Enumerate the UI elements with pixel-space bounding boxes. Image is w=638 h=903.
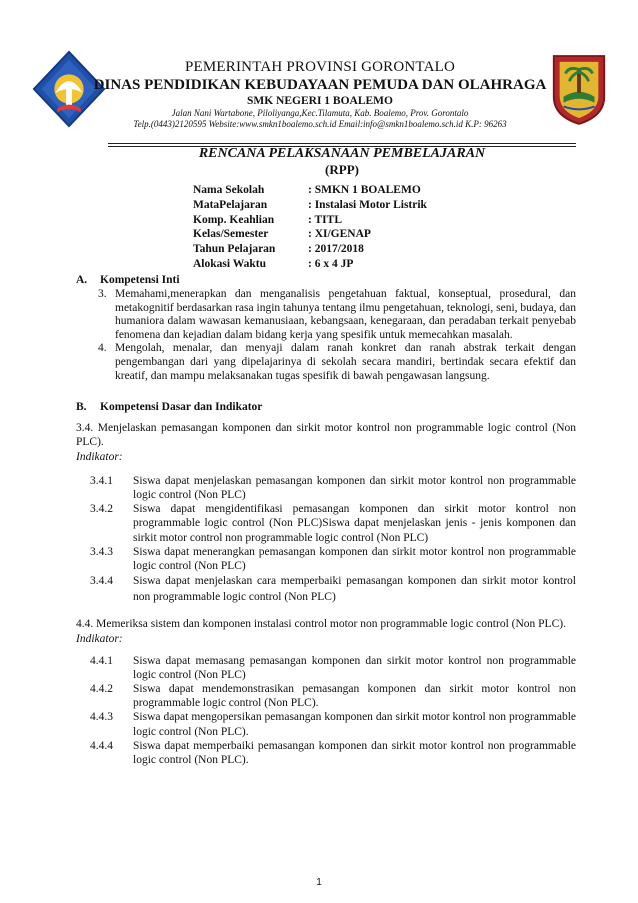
identity-row-subject	[193, 198, 427, 213]
section-title: Kompetensi Inti	[100, 274, 180, 286]
indicator-code: 4.4.2	[90, 683, 113, 696]
indicator-item	[76, 710, 576, 738]
indicator-text: Siswa dapat menjelaskan cara memperbaiki pemasangan komponen dan sirkit motor kontrol non programmable logic control (Non PLC)	[133, 575, 576, 604]
indicator-list-4-4	[76, 654, 576, 768]
section-kompetensi-dasar	[76, 400, 576, 767]
indicator-text: Siswa dapat menerangkan pemasangan komponen dan sirkit motor kontrol non programmable logic control (Non PLC)	[133, 545, 576, 573]
identity-value: : TITL	[308, 213, 342, 226]
school-address: Jalan Nani Wartabone, Piloliyanga,Kec.Tilamuta, Kab. Boalemo, Prov. Gorontalo	[171, 108, 469, 118]
core-competency-item	[76, 342, 576, 383]
document-title: RENCANA PELAKSANAAN PEMBELAJARAN	[198, 146, 486, 161]
identity-value: : Instalasi Motor Listrik	[308, 198, 427, 211]
indicator-item	[76, 654, 576, 682]
section-title: Kompetensi Dasar dan Indikator	[100, 401, 263, 413]
indicator-code: 4.4.3	[90, 711, 113, 724]
section-letter: B.	[76, 401, 87, 413]
header-divider-top	[108, 143, 576, 144]
indicator-item	[76, 502, 576, 545]
identity-row-class	[193, 227, 427, 242]
item-text: Mengolah, menalar, dan menyaji dalam ranah konkret dan ranah abstrak terkait dengan pengembangan dari yang dipelajarinya di sekolah secara mandiri, bertindak secara efektif dan kreatif, dan mampu melaksanakan tugas spesifik di bawah pengawasan langsung.	[115, 342, 576, 382]
identity-value: : 2017/2018	[308, 243, 364, 256]
indicator-code: 3.4.2	[90, 503, 113, 516]
department-name: DINAS PENDIDIKAN KEBUDAYAAN PEMUDA DAN OLAHRAGA	[93, 77, 547, 93]
school-contact: Telp.(0443)2120595 Website:www.smkn1boalemo.sch.id Email:info@smkn1boalemo.sch.id K.P: 96263	[133, 119, 507, 129]
indicator-code: 4.4.4	[90, 739, 113, 752]
indicator-item	[76, 545, 576, 573]
indicator-label: Indikator:	[76, 632, 123, 645]
indicator-text: Siswa dapat memasang pemasangan komponen dan sirkit motor kontrol non programmable logic control (Non PLC)	[133, 654, 576, 681]
indicator-code: 3.4.3	[90, 545, 113, 558]
item-text: Memahami,menerapkan dan menganalisis pengetahuan faktual, konseptual, prosedural, dan metakognitif berdasarkan rasa ingin tahunya tentang ilmu pengetahuan, teknologi, seni, budaya, dan humaniora dalam wawasan kemanusiaan, kebangsaan, kenegaraan, dan peradaban terkait penyebab fenomena dan kejadian dalam bidang kerja yang spesifik untuk memecahkan masalah.	[115, 288, 576, 341]
item-number: 3.	[98, 288, 107, 300]
indicator-list-3-4	[76, 474, 576, 605]
indicator-item	[76, 739, 576, 767]
identity-row-time	[193, 257, 427, 272]
indicator-text: Siswa dapat mengidentifikasi pemasangan komponen dan sirkit motor kontrol non programmable logic control (Non PLC)Siswa dapat menjelaskan jenis - jenis komponen dan sirkit motor control non programmable logic control (Non PLC)	[133, 503, 576, 544]
identity-row-expertise	[193, 213, 427, 228]
identity-label: MataPelajaran	[193, 198, 268, 211]
identity-label: Tahun Pelajaran	[193, 243, 276, 256]
identity-table	[193, 183, 427, 272]
indicator-item	[76, 682, 576, 710]
section-letter: A.	[76, 274, 88, 286]
identity-row-year	[193, 242, 427, 257]
identity-label: Alokasi Waktu	[193, 257, 266, 270]
indicator-code: 3.4.4	[90, 575, 113, 588]
item-number: 4.	[98, 342, 107, 355]
section-kompetensi-inti	[76, 273, 576, 383]
identity-label: Komp. Keahlian	[193, 213, 275, 226]
section-heading	[76, 400, 576, 415]
school-name: SMK NEGERI 1 BOALEMO	[246, 95, 393, 107]
indicator-label: Indikator:	[76, 450, 123, 463]
identity-value: : 6 x 4 JP	[308, 257, 354, 270]
identity-row-school	[193, 183, 427, 198]
document-subtitle: (RPP)	[325, 162, 359, 177]
indicator-code: 4.4.1	[90, 654, 113, 667]
basic-competency-4-4: 4.4. Memeriksa sistem dan komponen instalasi control motor non programmable logic control (Non PLC).	[76, 618, 566, 631]
indicator-text: Siswa dapat mengopersikan pemasangan komponen dan sirkit motor kontrol non programmable logic control (Non PLC).	[133, 711, 576, 738]
indicator-code: 3.4.1	[90, 474, 113, 487]
indicator-item	[76, 573, 576, 605]
indicator-item	[76, 474, 576, 502]
indicator-text: Siswa dapat menjelaskan pemasangan komponen dan sirkit motor kontrol non programmable logic control (Non PLC)	[133, 474, 576, 502]
identity-label: Kelas/Semester	[193, 228, 269, 241]
indicator-text: Siswa dapat memperbaiki pemasangan komponen dan sirkit motor kontrol non programmable logic control (Non PLC).	[133, 739, 576, 767]
section-heading	[76, 273, 576, 288]
government-name: PEMERINTAH PROVINSI GORONTALO	[184, 59, 456, 75]
letterhead	[60, 58, 580, 130]
page-number: 1	[316, 877, 322, 888]
core-competency-item	[76, 288, 576, 342]
indicator-text: Siswa dapat mendemonstrasikan pemasangan komponen dan sirkit motor kontrol non programmable logic control (Non PLC).	[133, 683, 576, 710]
basic-competency-3-4: 3.4. Menjelaskan pemasangan komponen dan sirkit motor kontrol non programmable logic control (Non PLC).	[76, 422, 576, 449]
identity-value: : XI/GENAP	[308, 228, 371, 241]
identity-value: : SMKN 1 BOALEMO	[308, 184, 421, 196]
identity-label: Nama Sekolah	[193, 184, 265, 196]
